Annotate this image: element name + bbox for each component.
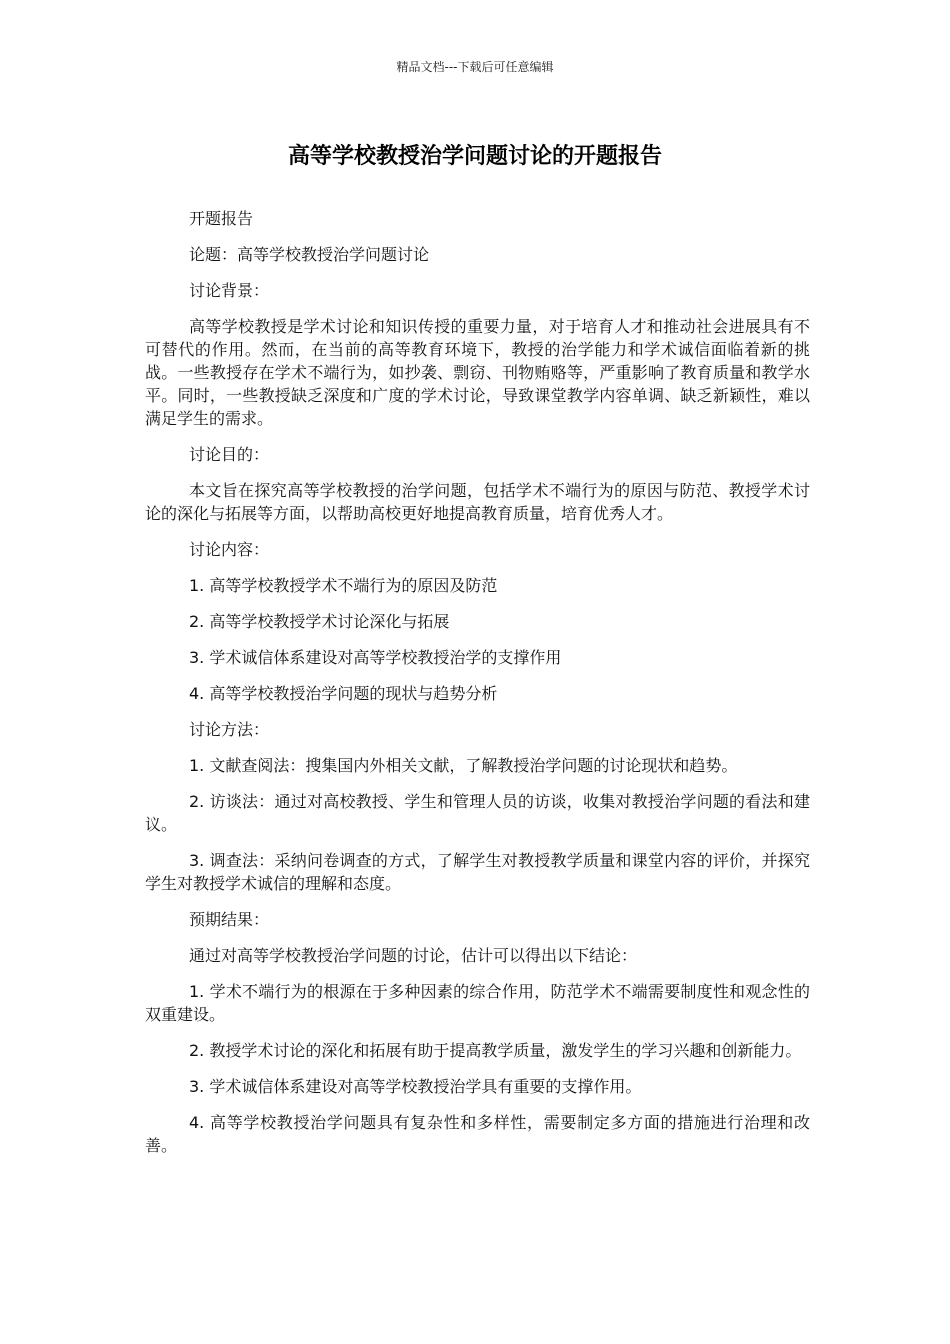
list-item-content-3: 3. 学术诚信体系建设对高等学校教授治学的支撑作用 <box>189 648 562 667</box>
list-item-content-2: 2. 高等学校教授学术讨论深化与拓展 <box>189 612 450 631</box>
list-item-method-2: 2. 访谈法：通过对高校教授、学生和管理人员的访谈，收集对教授治学问题的看法和建议。 <box>145 792 810 834</box>
paragraph-purpose: 本文旨在探究高等学校教授的治学问题，包括学术不端行为的原因与防范、教授学术讨论的深化与拓展等方面，以帮助高校更好地提高教育质量，培育优秀人才。 <box>145 481 810 523</box>
document-body <box>145 207 810 1170</box>
paragraph-results-intro: 通过对高等学校教授治学问题的讨论，估计可以得出以下结论： <box>189 946 638 965</box>
list-item-result-1: 1. 学术不端行为的根源在于多种因素的综合作用，防范学术不端需要制度性和观念性的双重建设。 <box>145 982 810 1024</box>
document-title: 高等学校教授治学问题讨论的开题报告 <box>287 144 662 169</box>
list-item-result-2: 2. 教授学术讨论的深化和拓展有助于提高教学质量，激发学生的学习兴趣和创新能力。 <box>189 1041 802 1060</box>
section-heading-content: 讨论内容： <box>189 540 270 559</box>
section-heading-background: 讨论背景： <box>189 281 270 300</box>
paragraph-topic: 论题：高等学校教授治学问题讨论 <box>189 245 430 264</box>
paragraph-background: 高等学校教授是学术讨论和知识传授的重要力量，对于培育人才和推动社会进展具有不可替代的作用。然而，在当前的高等教育环境下，教授的治学能力和学术诚信面临着新的挑战。一些教授存在学术不端行为，如抄袭、剽窃、刊物贿赂等，严重影响了教育质量和教学水平。同时，一些教授缺乏深度和广度的学术讨论，导致课堂教学内容单调、缺乏新颖性，难以满足学生的需求。 <box>145 317 810 428</box>
list-item-content-1: 1. 高等学校教授学术不端行为的原因及防范 <box>189 576 498 595</box>
paragraph-heading-report: 开题报告 <box>189 209 254 228</box>
header-note: 精品文档---下载后可任意编辑 <box>396 60 554 74</box>
list-item-result-3: 3. 学术诚信体系建设对高等学校教授治学具有重要的支撑作用。 <box>189 1077 642 1096</box>
list-item-method-3: 3. 调查法：采纳问卷调查的方式，了解学生对教授教学质量和课堂内容的评价，并探究学生对教授学术诚信的理解和态度。 <box>145 851 810 893</box>
list-item-content-4: 4. 高等学校教授治学问题的现状与趋势分析 <box>189 684 498 703</box>
list-item-result-4: 4. 高等学校教授治学问题具有复杂性和多样性，需要制定多方面的措施进行治理和改善。 <box>145 1113 810 1155</box>
section-heading-purpose: 讨论目的： <box>189 445 270 464</box>
section-heading-results: 预期结果： <box>189 910 270 929</box>
section-heading-methods: 讨论方法： <box>189 720 270 739</box>
list-item-method-1: 1. 文献查阅法：搜集国内外相关文献，了解教授治学问题的讨论现状和趋势。 <box>189 756 738 775</box>
